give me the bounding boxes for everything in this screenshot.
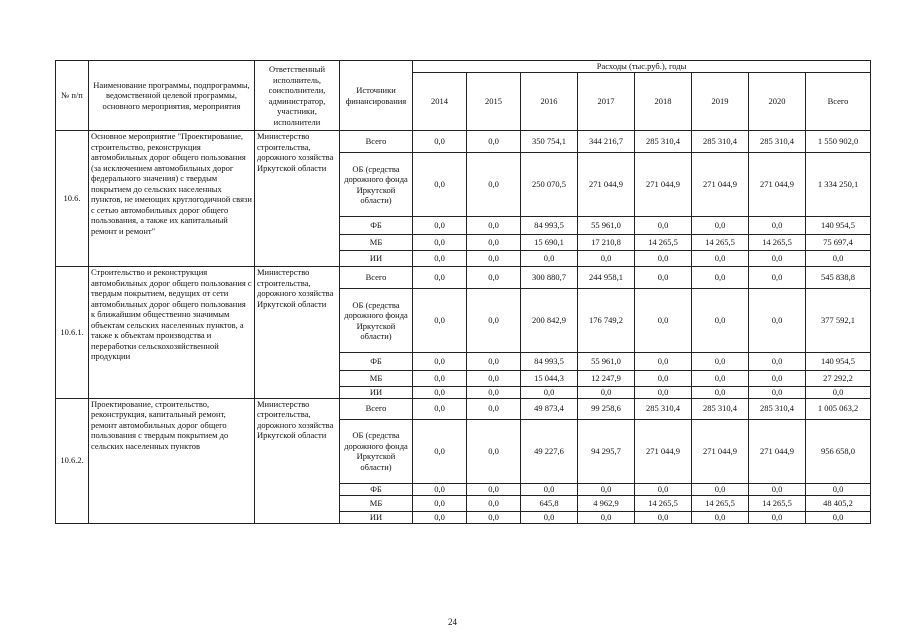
amount-cell: 0,0 bbox=[467, 419, 521, 483]
responsible-executor: Министерство строительства, дорожного хозяйства Иркутской области bbox=[255, 398, 340, 523]
funding-source: МБ bbox=[340, 371, 413, 387]
amount-cell: 0,0 bbox=[749, 371, 806, 387]
amount-cell: 17 210,8 bbox=[578, 235, 635, 251]
total-cell: 0,0 bbox=[806, 511, 871, 523]
amount-cell: 0,0 bbox=[467, 267, 521, 289]
amount-cell: 0,0 bbox=[467, 483, 521, 495]
amount-cell: 0,0 bbox=[467, 131, 521, 153]
amount-cell: 4 962,9 bbox=[578, 495, 635, 511]
amount-cell: 0,0 bbox=[413, 131, 467, 153]
amount-cell: 55 961,0 bbox=[578, 217, 635, 235]
amount-cell: 14 265,5 bbox=[692, 235, 749, 251]
amount-cell: 271 044,9 bbox=[635, 419, 692, 483]
amount-cell: 0,0 bbox=[749, 267, 806, 289]
amount-cell: 0,0 bbox=[749, 217, 806, 235]
activity-name: Основное мероприятие "Проектирование, строительство, реконструкция автомобильных дорог общего пользования (за исключением автомобильных дорог федерального значения) с твердым покрытием до сельских населенных пунктов, не имеющих круглогодичной связи с сетью автомобильных дорог общего пользования, а также их капитальный ремонт и ремонт" bbox=[89, 131, 255, 267]
amount-cell: 250 070,5 bbox=[521, 153, 578, 217]
amount-cell: 0,0 bbox=[413, 235, 467, 251]
amount-cell: 0,0 bbox=[749, 511, 806, 523]
responsible-executor: Министерство строительства, дорожного хозяйства Иркутской области bbox=[255, 267, 340, 399]
header-responsible: Ответственный исполнитель, соисполнители, администратор, участники, исполнители bbox=[255, 61, 340, 131]
amount-cell: 0,0 bbox=[578, 387, 635, 399]
total-cell: 956 658,0 bbox=[806, 419, 871, 483]
header-year: 2020 bbox=[749, 73, 806, 131]
amount-cell: 0,0 bbox=[467, 251, 521, 267]
total-cell: 0,0 bbox=[806, 483, 871, 495]
funding-source: ОБ (средства дорожного фонда Иркутской области) bbox=[340, 419, 413, 483]
amount-cell: 0,0 bbox=[521, 251, 578, 267]
table-body bbox=[56, 131, 871, 524]
amount-cell: 285 310,4 bbox=[692, 131, 749, 153]
amount-cell: 344 216,7 bbox=[578, 131, 635, 153]
amount-cell: 0,0 bbox=[692, 289, 749, 353]
amount-cell: 0,0 bbox=[413, 419, 467, 483]
total-cell: 0,0 bbox=[806, 387, 871, 399]
header-year: 2014 bbox=[413, 73, 467, 131]
total-cell: 48 405,2 bbox=[806, 495, 871, 511]
amount-cell: 15 690,1 bbox=[521, 235, 578, 251]
amount-cell: 0,0 bbox=[521, 511, 578, 523]
amount-cell: 0,0 bbox=[635, 217, 692, 235]
amount-cell: 285 310,4 bbox=[749, 131, 806, 153]
funding-source: МБ bbox=[340, 495, 413, 511]
amount-cell: 0,0 bbox=[467, 235, 521, 251]
amount-cell: 49 227,6 bbox=[521, 419, 578, 483]
amount-cell: 15 044,3 bbox=[521, 371, 578, 387]
funding-source: ФБ bbox=[340, 217, 413, 235]
header-expenses: Расходы (тыс.руб.), годы bbox=[413, 61, 871, 73]
amount-cell: 0,0 bbox=[467, 511, 521, 523]
amount-cell: 0,0 bbox=[413, 289, 467, 353]
total-cell: 1 334 250,1 bbox=[806, 153, 871, 217]
amount-cell: 645,8 bbox=[521, 495, 578, 511]
amount-cell: 0,0 bbox=[749, 387, 806, 399]
header-source: Источники финансирования bbox=[340, 61, 413, 131]
amount-cell: 0,0 bbox=[467, 495, 521, 511]
header-year: 2016 bbox=[521, 73, 578, 131]
amount-cell: 285 310,4 bbox=[635, 131, 692, 153]
amount-cell: 0,0 bbox=[413, 267, 467, 289]
amount-cell: 271 044,9 bbox=[578, 153, 635, 217]
amount-cell: 271 044,9 bbox=[692, 419, 749, 483]
amount-cell: 200 842,9 bbox=[521, 289, 578, 353]
amount-cell: 0,0 bbox=[749, 353, 806, 371]
activity-name: Строительство и реконструкция автомобильных дорог общего пользования с твердым покрытием, ведущих от сети автомобильных дорог общего пользования к ближайшим общественно значимым объектам сельских населенных пунктов, а также к объектам производства и переработки сельскохозяйственной продукции bbox=[89, 267, 255, 399]
amount-cell: 0,0 bbox=[467, 353, 521, 371]
funding-source: ФБ bbox=[340, 353, 413, 371]
amount-cell: 0,0 bbox=[578, 511, 635, 523]
row-number: 10.6.1. bbox=[56, 267, 89, 399]
budget-table-container bbox=[55, 60, 870, 524]
funding-source: МБ bbox=[340, 235, 413, 251]
funding-source: ИИ bbox=[340, 387, 413, 399]
amount-cell: 0,0 bbox=[692, 251, 749, 267]
page-number: 24 bbox=[448, 617, 457, 627]
amount-cell: 0,0 bbox=[692, 217, 749, 235]
amount-cell: 0,0 bbox=[413, 153, 467, 217]
amount-cell: 0,0 bbox=[635, 483, 692, 495]
responsible-executor: Министерство строительства, дорожного хозяйства Иркутской области bbox=[255, 131, 340, 267]
amount-cell: 0,0 bbox=[413, 483, 467, 495]
total-cell: 1 005 063,2 bbox=[806, 398, 871, 419]
funding-source: ИИ bbox=[340, 511, 413, 523]
amount-cell: 271 044,9 bbox=[749, 153, 806, 217]
amount-cell: 0,0 bbox=[521, 387, 578, 399]
amount-cell: 14 265,5 bbox=[749, 235, 806, 251]
amount-cell: 244 958,1 bbox=[578, 267, 635, 289]
header-num: № п/п bbox=[56, 61, 89, 131]
amount-cell: 0,0 bbox=[467, 398, 521, 419]
funding-source: Всего bbox=[340, 131, 413, 153]
funding-source: ИИ bbox=[340, 251, 413, 267]
total-cell: 1 550 902,0 bbox=[806, 131, 871, 153]
amount-cell: 49 873,4 bbox=[521, 398, 578, 419]
amount-cell: 0,0 bbox=[692, 371, 749, 387]
amount-cell: 0,0 bbox=[413, 371, 467, 387]
activity-name: Проектирование, строительство, реконструкция, капитальный ремонт, ремонт автомобильных дорог общего пользования с твердым покрытием до сельских населенных пунктов bbox=[89, 398, 255, 523]
total-cell: 140 954,5 bbox=[806, 217, 871, 235]
amount-cell: 84 993,5 bbox=[521, 217, 578, 235]
amount-cell: 12 247,9 bbox=[578, 371, 635, 387]
amount-cell: 0,0 bbox=[413, 511, 467, 523]
amount-cell: 14 265,5 bbox=[635, 495, 692, 511]
amount-cell: 0,0 bbox=[578, 483, 635, 495]
amount-cell: 285 310,4 bbox=[692, 398, 749, 419]
amount-cell: 0,0 bbox=[635, 387, 692, 399]
amount-cell: 0,0 bbox=[413, 217, 467, 235]
amount-cell: 0,0 bbox=[749, 289, 806, 353]
amount-cell: 176 749,2 bbox=[578, 289, 635, 353]
amount-cell: 0,0 bbox=[413, 251, 467, 267]
budget-table bbox=[55, 60, 871, 524]
amount-cell: 0,0 bbox=[749, 483, 806, 495]
header-total: Всего bbox=[806, 73, 871, 131]
amount-cell: 55 961,0 bbox=[578, 353, 635, 371]
amount-cell: 14 265,5 bbox=[692, 495, 749, 511]
header-year: 2018 bbox=[635, 73, 692, 131]
amount-cell: 0,0 bbox=[749, 251, 806, 267]
amount-cell: 0,0 bbox=[635, 353, 692, 371]
amount-cell: 271 044,9 bbox=[692, 153, 749, 217]
amount-cell: 0,0 bbox=[635, 289, 692, 353]
funding-source: Всего bbox=[340, 267, 413, 289]
amount-cell: 271 044,9 bbox=[749, 419, 806, 483]
amount-cell: 0,0 bbox=[413, 387, 467, 399]
amount-cell: 285 310,4 bbox=[635, 398, 692, 419]
table-row bbox=[56, 267, 871, 289]
amount-cell: 0,0 bbox=[521, 483, 578, 495]
amount-cell: 285 310,4 bbox=[749, 398, 806, 419]
amount-cell: 0,0 bbox=[413, 495, 467, 511]
amount-cell: 0,0 bbox=[692, 353, 749, 371]
amount-cell: 0,0 bbox=[413, 398, 467, 419]
amount-cell: 99 258,6 bbox=[578, 398, 635, 419]
amount-cell: 0,0 bbox=[635, 371, 692, 387]
amount-cell: 0,0 bbox=[578, 251, 635, 267]
header-name: Наименование программы, подпрограммы, ведомственной целевой программы, основного мероприятия, мероприятия bbox=[89, 61, 255, 131]
amount-cell: 94 295,7 bbox=[578, 419, 635, 483]
row-number: 10.6. bbox=[56, 131, 89, 267]
total-cell: 27 292,2 bbox=[806, 371, 871, 387]
amount-cell: 0,0 bbox=[467, 387, 521, 399]
amount-cell: 271 044,9 bbox=[635, 153, 692, 217]
total-cell: 545 838,8 bbox=[806, 267, 871, 289]
funding-source: ФБ bbox=[340, 483, 413, 495]
table-row bbox=[56, 398, 871, 419]
table-row bbox=[56, 131, 871, 153]
amount-cell: 0,0 bbox=[467, 289, 521, 353]
funding-source: ОБ (средства дорожного фонда Иркутской области) bbox=[340, 153, 413, 217]
amount-cell: 300 880,7 bbox=[521, 267, 578, 289]
amount-cell: 0,0 bbox=[413, 353, 467, 371]
total-cell: 75 697,4 bbox=[806, 235, 871, 251]
amount-cell: 0,0 bbox=[635, 267, 692, 289]
header-year: 2017 bbox=[578, 73, 635, 131]
amount-cell: 0,0 bbox=[692, 511, 749, 523]
amount-cell: 84 993,5 bbox=[521, 353, 578, 371]
total-cell: 377 592,1 bbox=[806, 289, 871, 353]
amount-cell: 0,0 bbox=[467, 153, 521, 217]
funding-source: Всего bbox=[340, 398, 413, 419]
funding-source: ОБ (средства дорожного фонда Иркутской области) bbox=[340, 289, 413, 353]
amount-cell: 0,0 bbox=[692, 267, 749, 289]
amount-cell: 0,0 bbox=[635, 251, 692, 267]
amount-cell: 0,0 bbox=[635, 511, 692, 523]
amount-cell: 0,0 bbox=[467, 371, 521, 387]
amount-cell: 14 265,5 bbox=[635, 235, 692, 251]
header-year: 2019 bbox=[692, 73, 749, 131]
amount-cell: 0,0 bbox=[692, 387, 749, 399]
header-year: 2015 bbox=[467, 73, 521, 131]
total-cell: 0,0 bbox=[806, 251, 871, 267]
amount-cell: 14 265,5 bbox=[749, 495, 806, 511]
total-cell: 140 954,5 bbox=[806, 353, 871, 371]
amount-cell: 0,0 bbox=[692, 483, 749, 495]
amount-cell: 350 754,1 bbox=[521, 131, 578, 153]
row-number: 10.6.2. bbox=[56, 398, 89, 523]
amount-cell: 0,0 bbox=[467, 217, 521, 235]
